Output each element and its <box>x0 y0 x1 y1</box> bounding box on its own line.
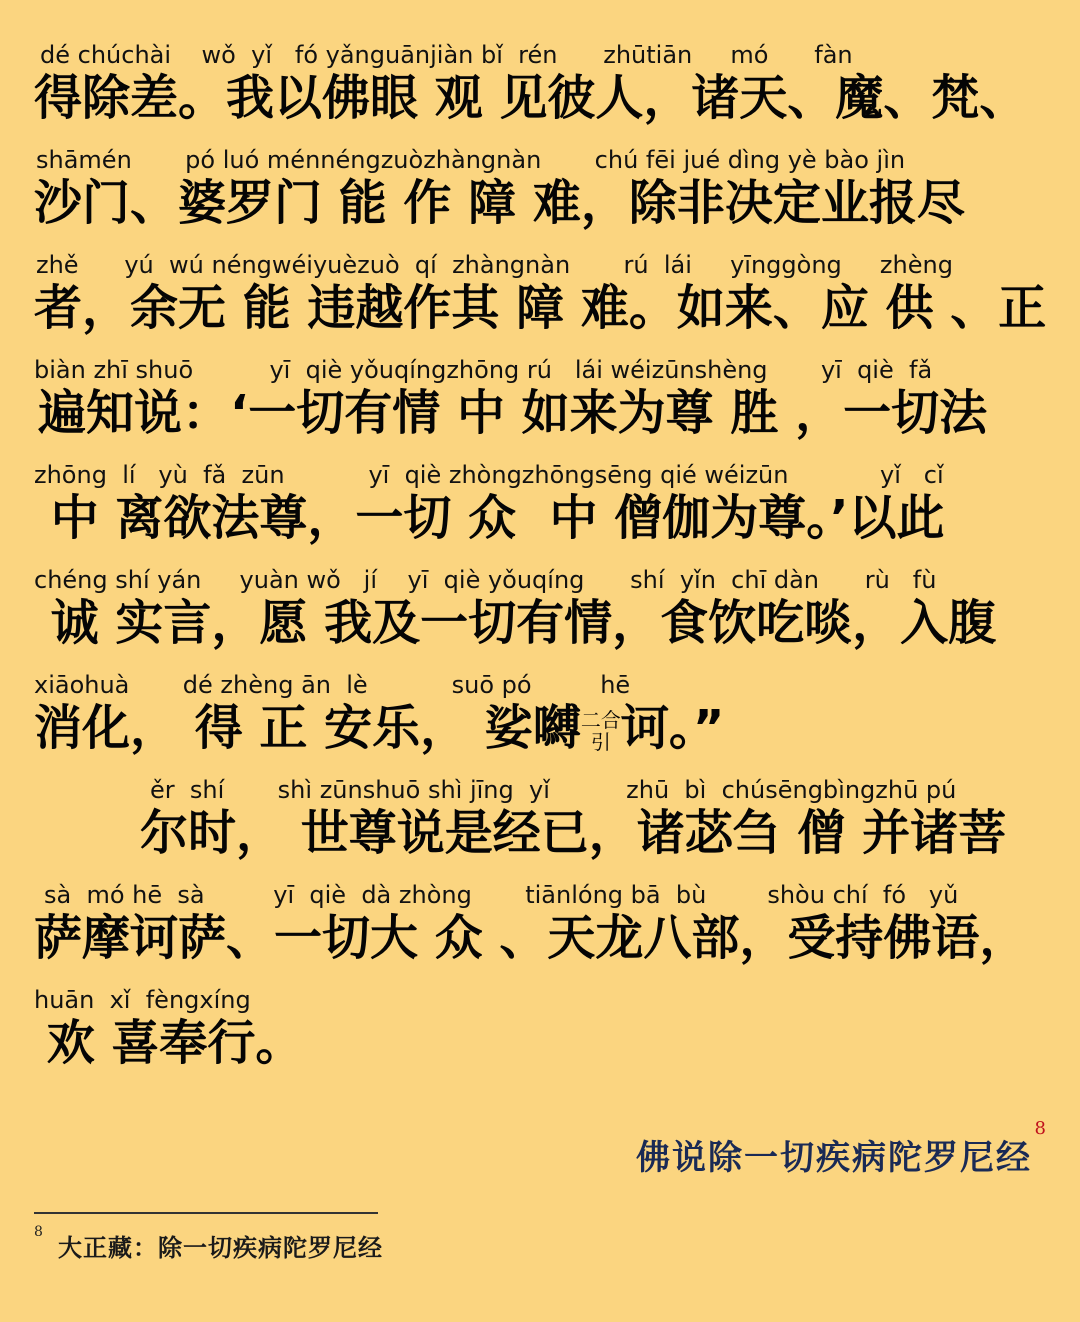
hanzi-line <box>34 698 724 758</box>
pinyin-line: zhōng lí yù fǎ zūn yī qiè zhòngzhōngsēng qié wéizūn yǐ cǐ <box>34 461 944 489</box>
text-line-1 <box>0 40 1080 144</box>
text-line-9 <box>0 880 1080 984</box>
text-line-3 <box>0 250 1080 354</box>
hanzi-line: 沙门、婆罗门 能 作 障 难，除非决定业报尽 <box>34 175 965 231</box>
footnote-divider <box>34 1212 378 1214</box>
hanzi-line: 诚 实言，愿 我及一切有情，食饮吃啖，入腹 <box>34 595 997 651</box>
note-bottom: 引 <box>590 730 611 754</box>
hanzi-segment: 消化， 得 正 安乐， 娑嚩 <box>34 700 581 756</box>
text-line-10 <box>0 985 1080 1089</box>
pinyin-line: ěr shí shì zūnshuō shì jīng yǐ zhū bì chúsēngbìngzhū pú <box>150 776 957 804</box>
interlinear-note <box>581 709 621 753</box>
pinyin-line: shāmén pó luó ménnéngzuòzhàngnàn chú fēi jué dìng yè bào jìn <box>36 146 906 174</box>
pinyin-line: xiāohuà dé zhèng ān lè suō pó hē <box>34 671 631 699</box>
hanzi-line: 萨摩诃萨、一切大 众 、天龙八部，受持佛语， <box>34 910 1028 966</box>
footnote-text: 大正藏：除一切疾病陀罗尼经 <box>58 1233 383 1262</box>
hanzi-line: 得除差。我以佛眼 观 见彼人，诸天、魔、梵、 <box>34 70 1028 126</box>
hanzi-line: 者，余无 能 违越作其 障 难。如来、应 供 、正 <box>34 280 1047 336</box>
hanzi-line: 中 离欲法尊，一切 众 中 僧伽为尊。’以此 <box>34 490 945 546</box>
note-top: 二合 <box>580 708 621 732</box>
footnote-number: 8 <box>34 1224 43 1240</box>
pinyin-line: biàn zhī shuō yī qiè yǒuqíngzhōng rú lái wéizūnshèng yī qiè fǎ <box>34 356 933 384</box>
hanzi-line: 遍知说：‘一切有情 中 如来为尊 胜 ，一切法 <box>38 385 988 441</box>
footnote-reference[interactable]: 8 <box>1034 1118 1046 1139</box>
pinyin-line: chéng shí yán yuàn wǒ jí yī qiè yǒuqíng shí yǐn chī dàn rù fù <box>34 566 937 594</box>
sutra-title: 佛说除一切疾病陀罗尼经 <box>636 1138 1032 1178</box>
text-line-7 <box>0 670 1080 774</box>
pinyin-line: sà mó hē sà yī qiè dà zhòng tiānlóng bā bù shòu chí fó yǔ <box>44 881 959 909</box>
pinyin-line: zhě yú wú néngwéiyuèzuò qí zhàngnàn rú lái yīnggòng zhèng <box>36 251 953 279</box>
hanzi-line: 尔时， 世尊说是经已，诸苾刍 僧 并诸菩 <box>140 805 1007 861</box>
hanzi-segment: 诃。” <box>620 700 725 756</box>
hanzi-line: 欢 喜奉行。 <box>30 1015 304 1071</box>
text-line-5 <box>0 460 1080 564</box>
text-line-4 <box>0 355 1080 459</box>
pinyin-line: dé chúchài wǒ yǐ fó yǎnguānjiàn bǐ rén zhūtiān mó fàn <box>40 41 853 69</box>
text-line-8 <box>0 775 1080 879</box>
text-line-6 <box>0 565 1080 669</box>
pinyin-line: huān xǐ fèngxíng <box>34 986 251 1014</box>
text-line-2 <box>0 145 1080 249</box>
